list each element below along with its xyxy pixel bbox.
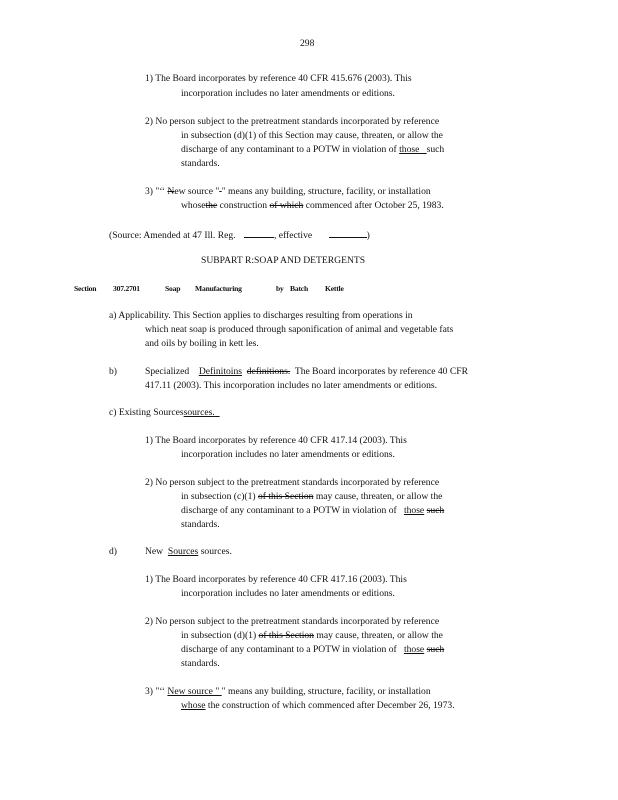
inserted-text: those — [399, 144, 420, 155]
text-segment: The Board incorporates by reference 40 CFR — [294, 366, 469, 377]
page-number: 298 — [300, 38, 315, 49]
text-segment: may cause, threaten, or allow the — [313, 491, 443, 502]
text-line: standards. — [181, 658, 220, 669]
text-segment: Kettle — [325, 284, 344, 293]
inserted-text: New source " — [167, 686, 220, 697]
text-segment: " means any building, structure, facility, or installation — [221, 186, 431, 197]
deleted-text: of this Section — [258, 630, 314, 641]
text-segment: by — [276, 284, 284, 293]
text-line — [181, 700, 455, 712]
inserted-text: sources. — [183, 407, 215, 418]
text-line: incorporation includes no later amendments or editions. — [181, 88, 395, 99]
text-line — [181, 644, 444, 656]
text-line — [145, 686, 431, 698]
text-line — [181, 200, 444, 212]
text-line: standards. — [181, 158, 220, 169]
text-line: 1) The Board incorporates by reference 40 CFR 415.676 (2003). This — [145, 73, 412, 84]
text-segment: construction — [217, 200, 270, 211]
text-segment: sources. — [198, 546, 232, 557]
text-segment: the construction of which commenced after December 26, 1973. — [205, 700, 455, 711]
deleted-text: N — [167, 186, 175, 197]
text-segment: Section — [74, 284, 97, 293]
text-line — [145, 186, 431, 198]
text-line: incorporation includes no later amendments or editions. — [181, 588, 395, 599]
text-line: incorporation includes no later amendments or editions. — [181, 449, 395, 460]
text-line: 2) No person subject to the pretreatment standards incorporated by reference — [145, 116, 440, 127]
text-segment: (Source: Amended at 47 Ill. Reg. — [109, 230, 236, 241]
text-segment: , effective — [273, 230, 313, 241]
text-segment: discharge of any contaminant to a POTW in violation of — [181, 144, 397, 155]
inserted-text: whose — [181, 700, 206, 711]
inserted-text: Sources — [167, 546, 199, 557]
text-line: standards. — [181, 519, 220, 530]
text-line: b) — [109, 366, 117, 377]
text-segment: 3) "‘‘ — [145, 686, 168, 697]
text-line: 2) No person subject to the pretreatment standards incorporated by reference — [145, 477, 440, 488]
text-line: and oils by boiling in kett les. — [145, 338, 259, 349]
text-line: 1) The Board incorporates by reference 40 CFR 417.14 (2003). This — [145, 435, 407, 446]
text-segment: ew source " — [174, 186, 220, 197]
text-segment: c) Existing Sources — [109, 407, 184, 418]
text-segment: in subsection (d)(1) — [181, 630, 259, 641]
subpart-heading: SUBPART R:SOAP AND DETERGENTS — [201, 255, 366, 266]
inserted-text: those — [403, 644, 425, 655]
text-line — [145, 546, 232, 558]
text-line — [181, 505, 444, 517]
text-segment: may cause, threaten, or allow the — [313, 630, 443, 641]
text-line: 2) No person subject to the pretreatment standards incorporated by reference — [145, 616, 440, 627]
text-line: which neat soap is produced through saponification of animal and vegetable fats — [145, 324, 454, 335]
inserted-text: those — [403, 505, 425, 516]
text-segment: discharge of any contaminant to a POTW in violation of — [181, 505, 397, 516]
text-line — [109, 407, 220, 419]
text-segment: such — [426, 144, 445, 155]
text-segment: Batch — [290, 284, 308, 293]
text-segment: whose — [181, 200, 206, 211]
text-segment: Soap — [165, 284, 181, 293]
deleted-text: such — [426, 644, 445, 655]
deleted-text: definitions. — [246, 366, 291, 377]
text-segment: New — [145, 546, 164, 557]
text-line: d) — [109, 546, 117, 557]
text-segment: 307.2701 — [113, 284, 140, 293]
text-segment: Specialized — [145, 366, 190, 377]
text-segment: in subsection (c)(1) — [181, 491, 258, 502]
text-line: 1) The Board incorporates by reference 40 CFR 417.16 (2003). This — [145, 574, 407, 585]
source-note — [109, 228, 370, 242]
text-segment: 3) "‘‘ — [145, 186, 168, 197]
text-line: 417.11 (2003). This incorporation includes no later amendments or editions. — [145, 380, 438, 391]
deleted-text: of this Section — [258, 491, 314, 502]
text-segment: Manufacturing — [195, 284, 242, 293]
deleted-text: the — [205, 200, 218, 211]
text-line: in subsection (d)(1) of this Section may cause, threaten, or allow the — [181, 130, 443, 141]
deleted-text: of which — [269, 200, 304, 211]
text-line: a) Applicability. This Section applies to discharges resulting from operations in — [109, 310, 413, 321]
text-segment: commenced after October 25, 1983. — [303, 200, 444, 211]
text-line — [181, 144, 444, 156]
text-segment: ) — [366, 230, 370, 241]
text-line — [181, 491, 442, 503]
text-segment: discharge of any contaminant to a POTW in violation of — [181, 644, 397, 655]
deleted-text: such — [426, 505, 445, 516]
text-line — [181, 630, 443, 642]
inserted-text: Definitoins — [198, 366, 242, 377]
text-line — [145, 366, 468, 378]
text-segment: " means any building, structure, facility, or installation — [221, 686, 431, 697]
